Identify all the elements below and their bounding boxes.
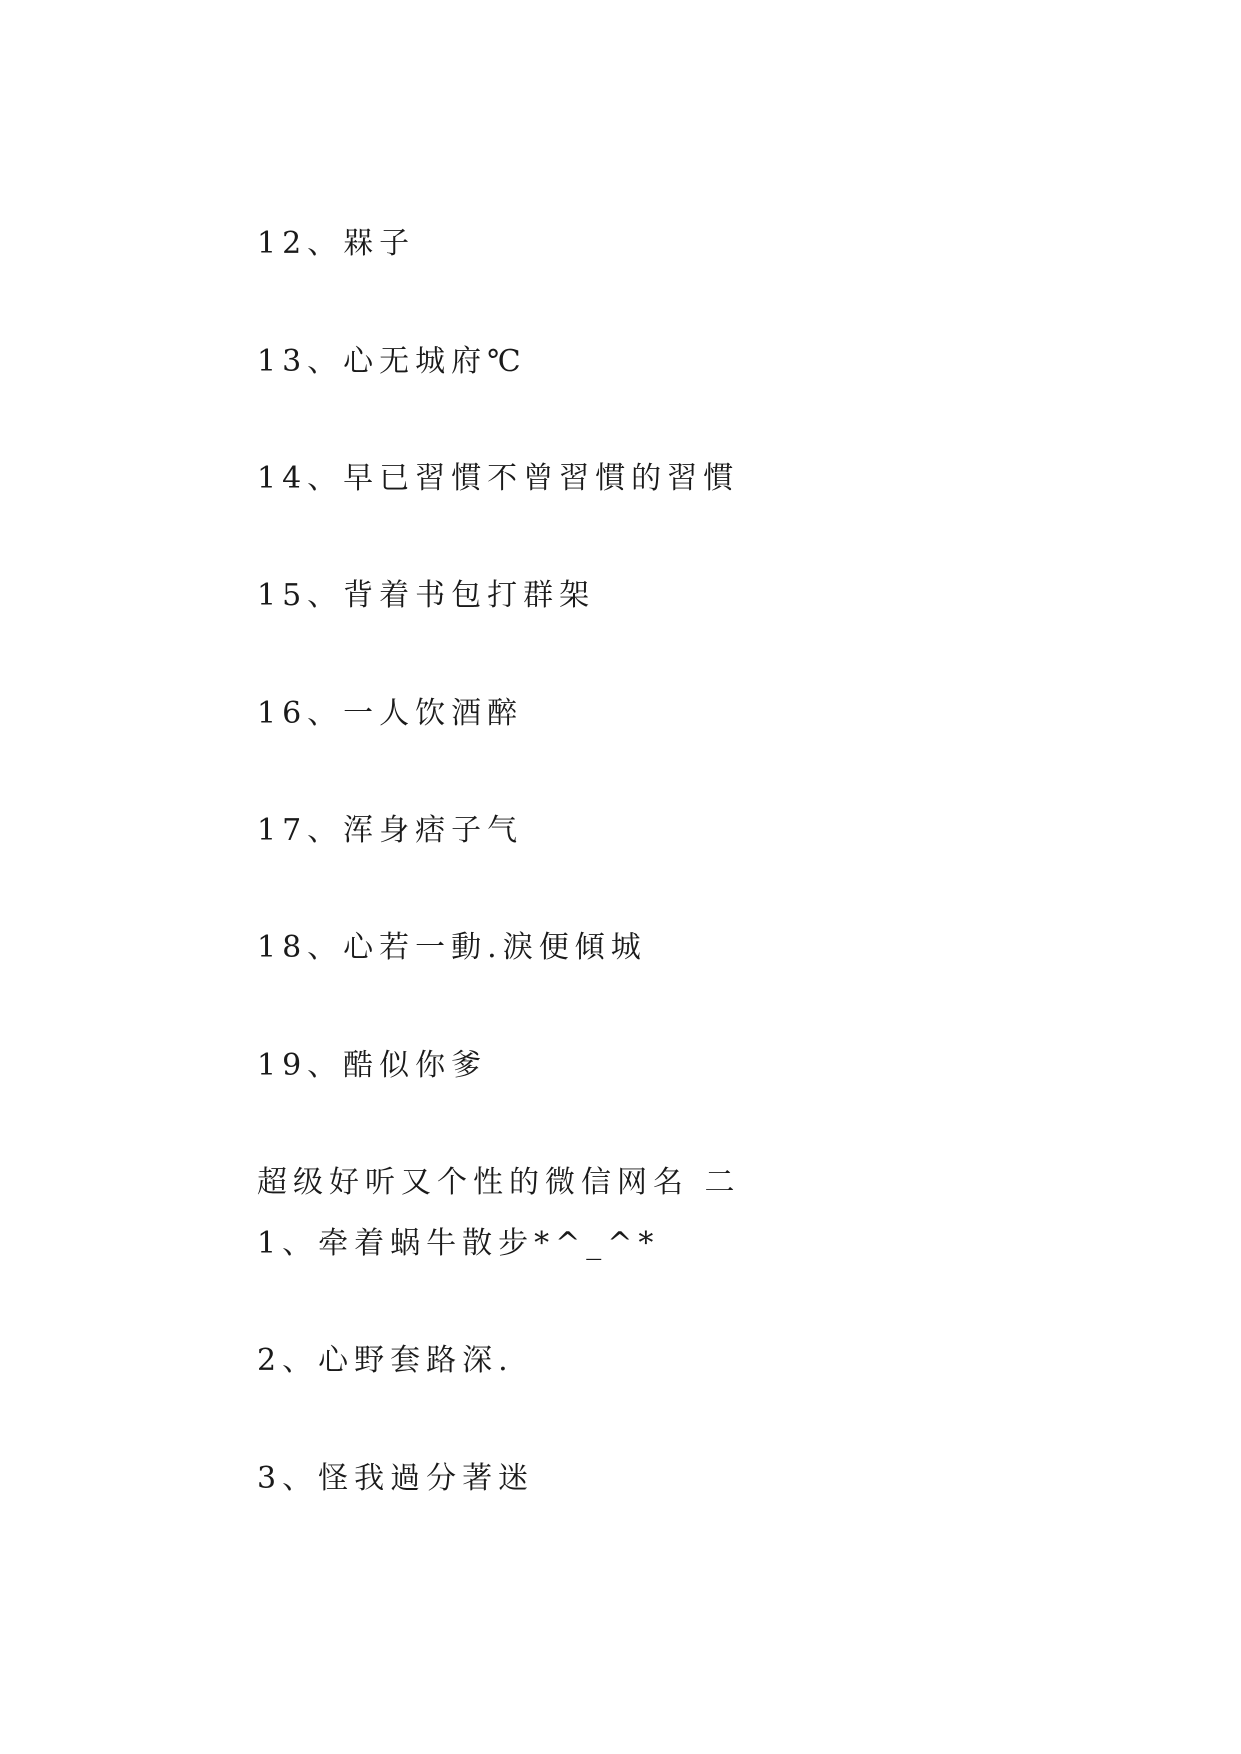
list-item: 3、怪我過分著迷	[257, 1461, 535, 1496]
list-item: 13、心无城府℃	[257, 344, 527, 379]
list-item: 19、酷似你爹	[257, 1048, 488, 1083]
list-item: 14、早已習慣不曾習慣的習慣	[257, 461, 740, 496]
list-item: 2、心野套路深.	[257, 1343, 514, 1378]
list-item: 18、心若一動.淚便傾城	[257, 930, 647, 965]
list-item: 12、槑子	[257, 226, 416, 261]
list-item: 16、一人饮酒醉	[257, 696, 524, 731]
list-item: 17、浑身痞子气	[257, 813, 524, 848]
list-item: 1、牵着蜗牛散步*^_^*	[257, 1226, 660, 1261]
section-heading: 超级好听又个性的微信网名 二	[257, 1165, 741, 1200]
list-item: 15、背着书包打群架	[257, 578, 596, 613]
